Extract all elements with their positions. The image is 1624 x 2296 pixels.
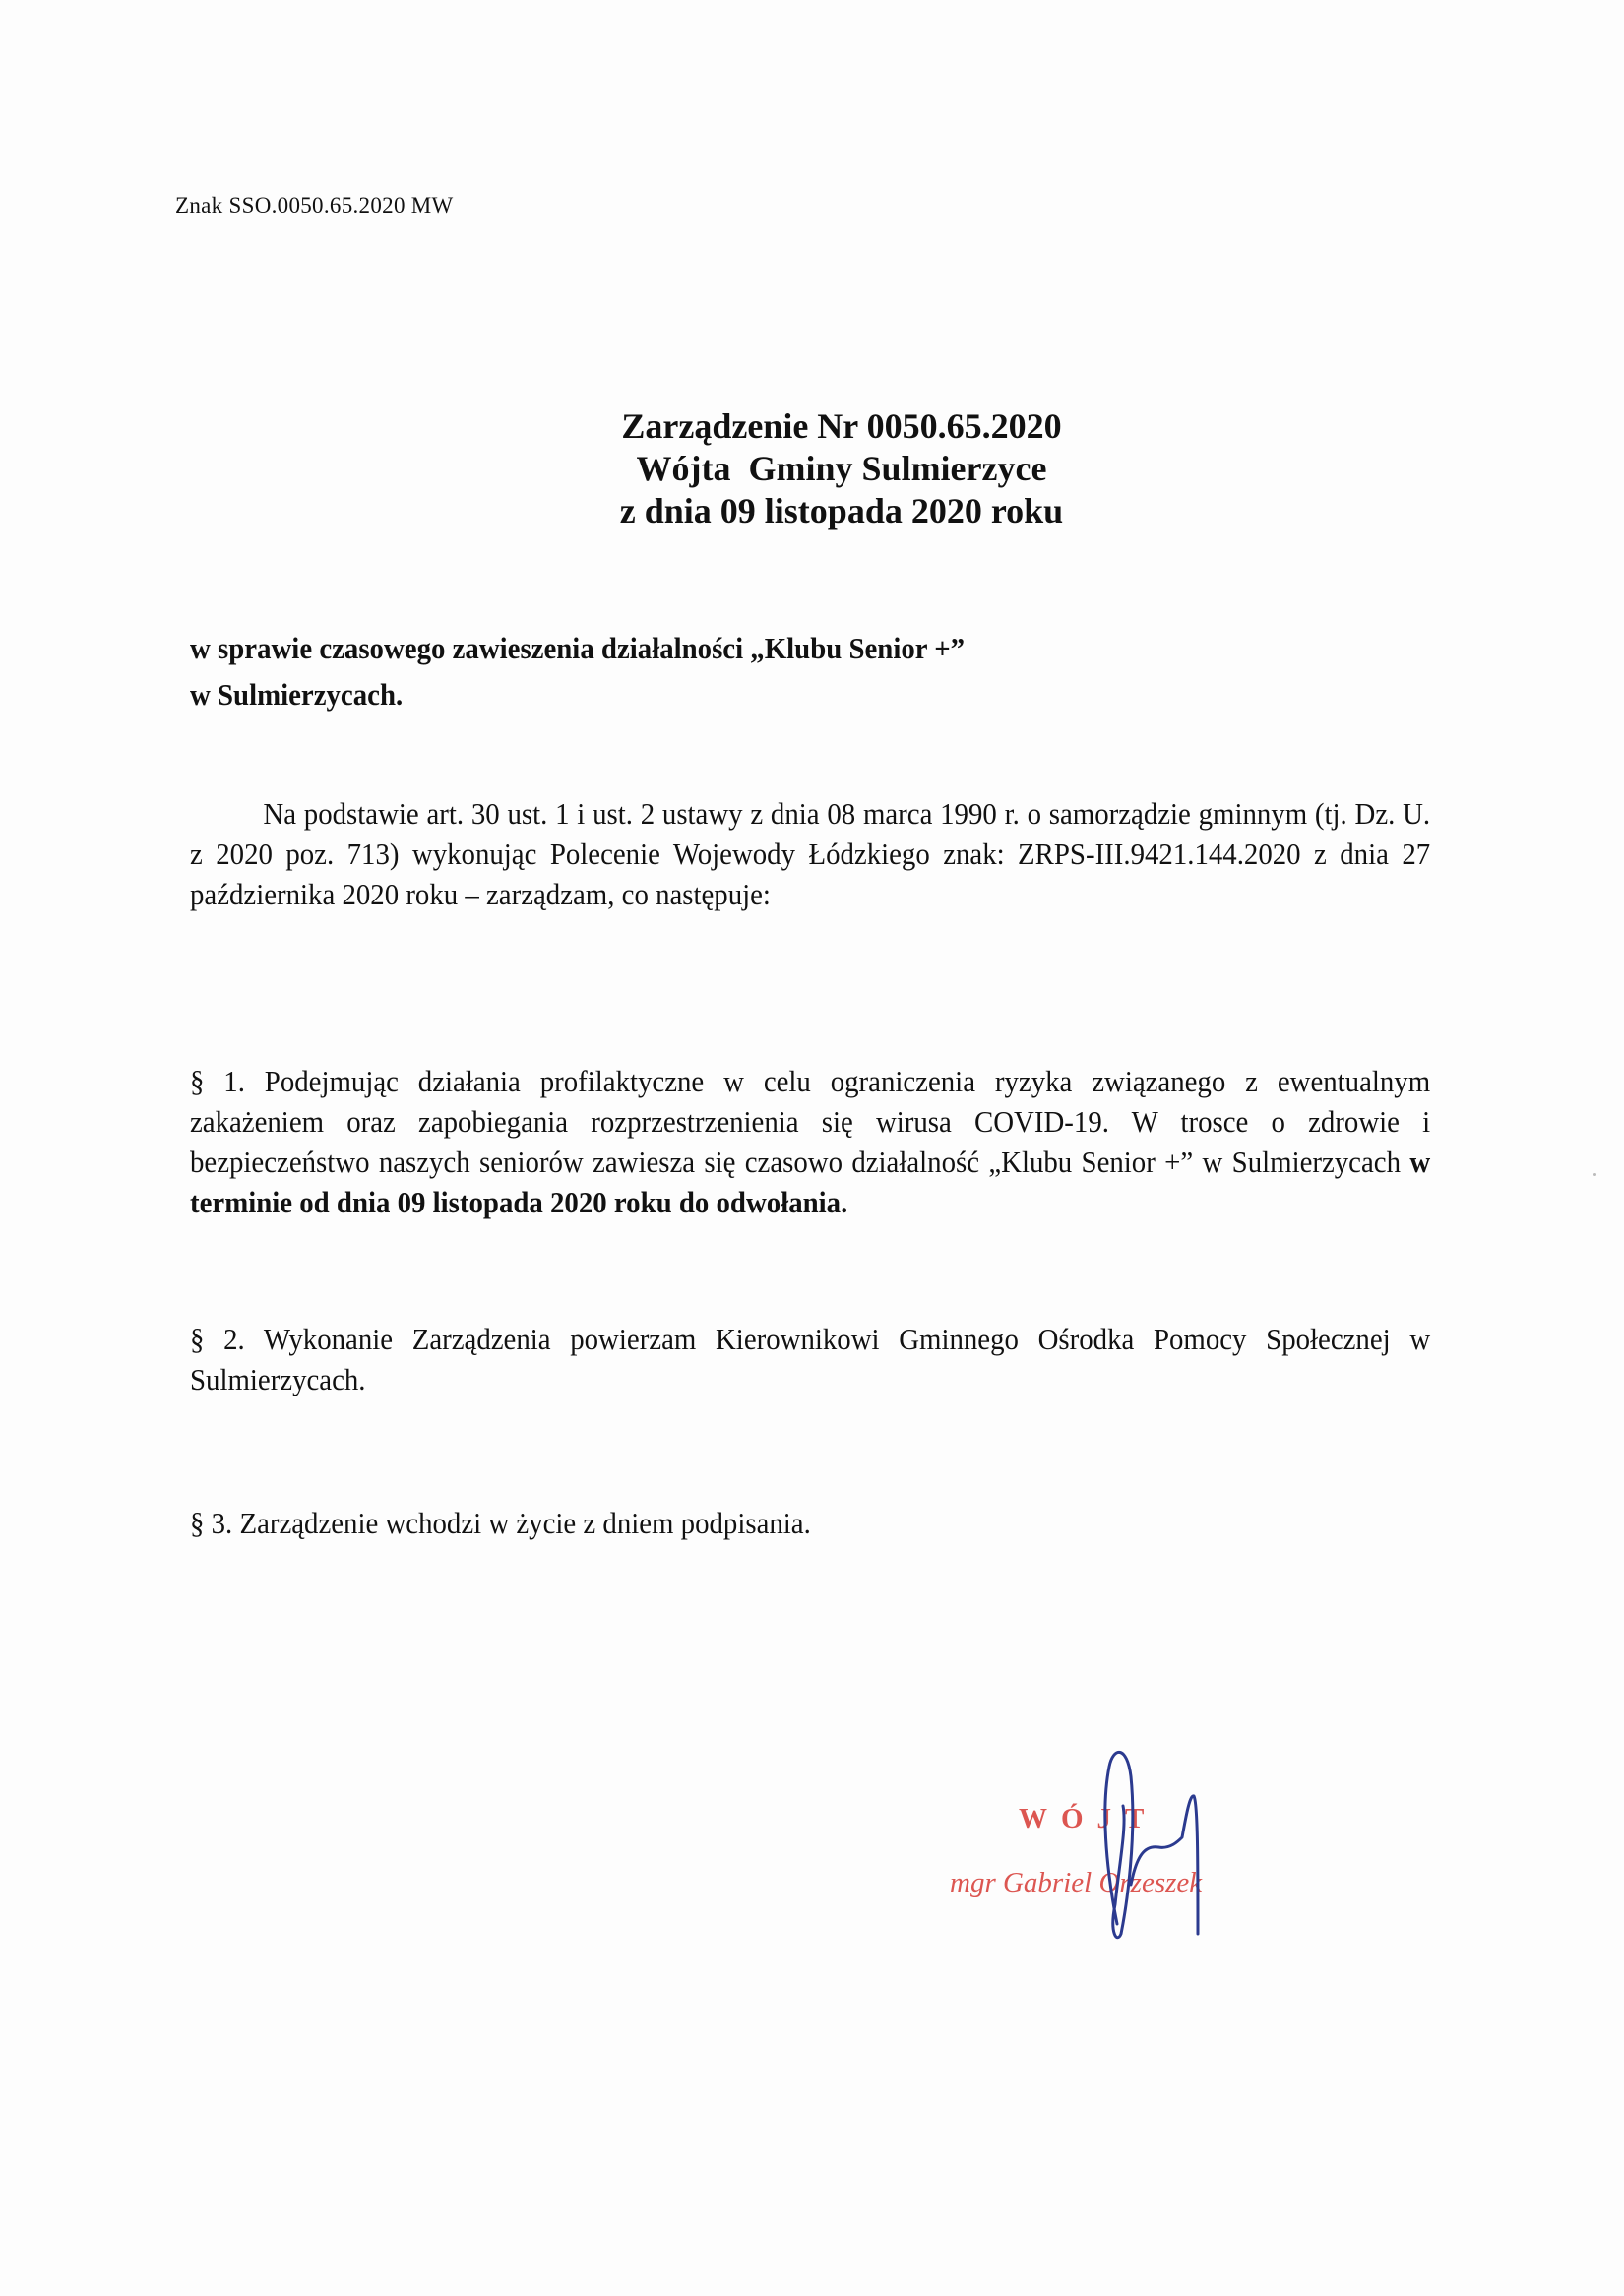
handwritten-signature: [1088, 1747, 1225, 1944]
paragraph-1-bold: w terminie od dnia 09 listopada 2020 roku do odwołania.: [190, 1145, 1431, 1219]
title-line: Wójta Gminy Sulmierzyce: [636, 449, 1047, 488]
document-title: [0, 405, 1624, 532]
paragraph-3: § 3. Zarządzenie wchodzi w życie z dniem podpisania.: [190, 1506, 811, 1540]
stamp-name: mgr Gabriel Orzeszek: [950, 1867, 1203, 1898]
paragraph-2: § 2. Wykonanie Zarządzenia powierzam Kierownikowi Gminnego Ośrodka Pomocy Społecznej w Sulmierzycach.: [190, 1322, 1431, 1396]
subject-line: w sprawie czasowego zawieszenia działalności „Klubu Senior +”: [190, 631, 966, 665]
paragraph-1: [190, 1061, 1430, 1222]
document-reference: Znak SSO.0050.65.2020 MW: [175, 193, 454, 217]
stamp-title: WÓJT: [1019, 1803, 1158, 1834]
signature-stroke: [1105, 1752, 1198, 1937]
legal-basis-paragraph: Na podstawie art. 30 ust. 1 i ust. 2 ustawy z dnia 08 marca 1990 r. o samorządzie gminnym (tj. Dz. U. z 2020 poz. 713) wykonując Polecenie Wojewody Łódzkiego znak: ZRPS-III.9421.144.2020 z dnia 27 października 2020 roku – zarządzam, co następuje:: [190, 796, 1431, 911]
title-line: Zarządzenie Nr 0050.65.2020: [621, 406, 1062, 446]
title-line: z dnia 09 listopada 2020 roku: [619, 491, 1064, 530]
document-subject: [190, 625, 965, 717]
scan-speck: [1593, 1173, 1596, 1176]
paragraph-1-text: § 1. Podejmując działania profilaktyczne w celu ograniczenia ryzyka związanego z ewentualnym zakażeniem oraz zapobiegania rozprzestrzenienia się wirusa COVID-19. W trosce o zdrowie i bezpieczeństwo naszych seniorów zawiesza się czasowo działalność „Klubu Senior +” w Sulmierzycach: [190, 1064, 1431, 1179]
subject-line: w Sulmierzycach.: [190, 677, 404, 712]
